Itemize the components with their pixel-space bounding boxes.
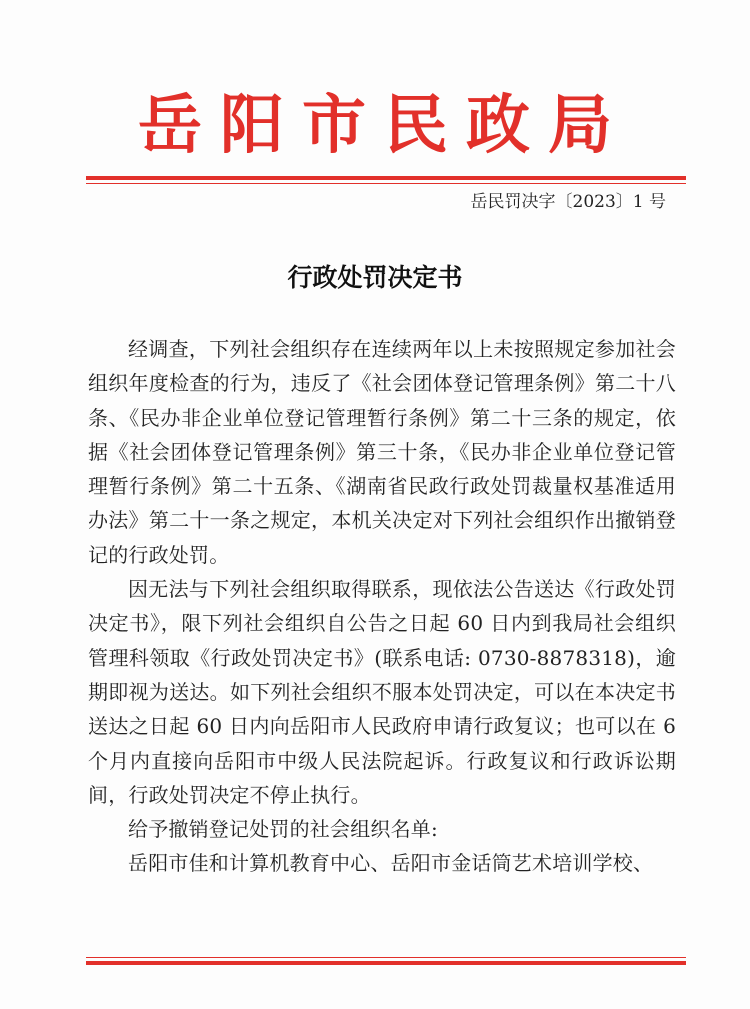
document-title: 行政处罚决定书 xyxy=(287,263,463,292)
document-body xyxy=(88,332,676,881)
issuing-authority-header: 岳阳市民政局 xyxy=(138,88,630,163)
paragraph-organization-list: 岳阳市佳和计算机教育中心、岳阳市金话筒艺术培训学校、 xyxy=(128,851,654,876)
header-divider-thin xyxy=(86,183,686,184)
footer-divider-thick xyxy=(86,961,686,965)
paragraph-investigation: 经调查，下列社会组织存在连续两年以上未按照规定参加社会组织年度检查的行为，违反了《社会团体登记管理条例》第二十八条、《民办非企业单位登记管理暂行条例》第二十三条的规定，依据《社会团体登记管理条例》第三十条，《民办非企业单位登记管理暂行条例》第二十五条、《湖南省民政行政处罚裁量权基准适用办法》第二十一条之规定，本机关决定对下列社会组织作出撤销登记的行政处罚。 xyxy=(88,337,676,567)
paragraph-service-notice: 因无法与下列社会组织取得联系，现依法公告送达《行政处罚决定书》，限下列社会组织自公告之日起 60 日内到我局社会组织管理科领取《行政处罚决定书》(联系电话: 0730-8878318)，逾期即视为送达。如下列社会组织不服本处罚决定，可以在本决定书送达之日起 60 日内向岳阳市人民政府申请行政复议；也可以在 6 个月内直接向岳阳市中级人民法院起诉。行政复议和行政诉讼期间，行政处罚决定不停止执行。 xyxy=(88,577,676,807)
footer-divider-thin xyxy=(86,957,686,958)
header-divider-thick xyxy=(86,176,686,180)
document-number: 岳民罚决字〔2023〕1 号 xyxy=(470,192,666,212)
paragraph-list-heading: 给予撤销登记处罚的社会组织名单: xyxy=(128,817,438,842)
